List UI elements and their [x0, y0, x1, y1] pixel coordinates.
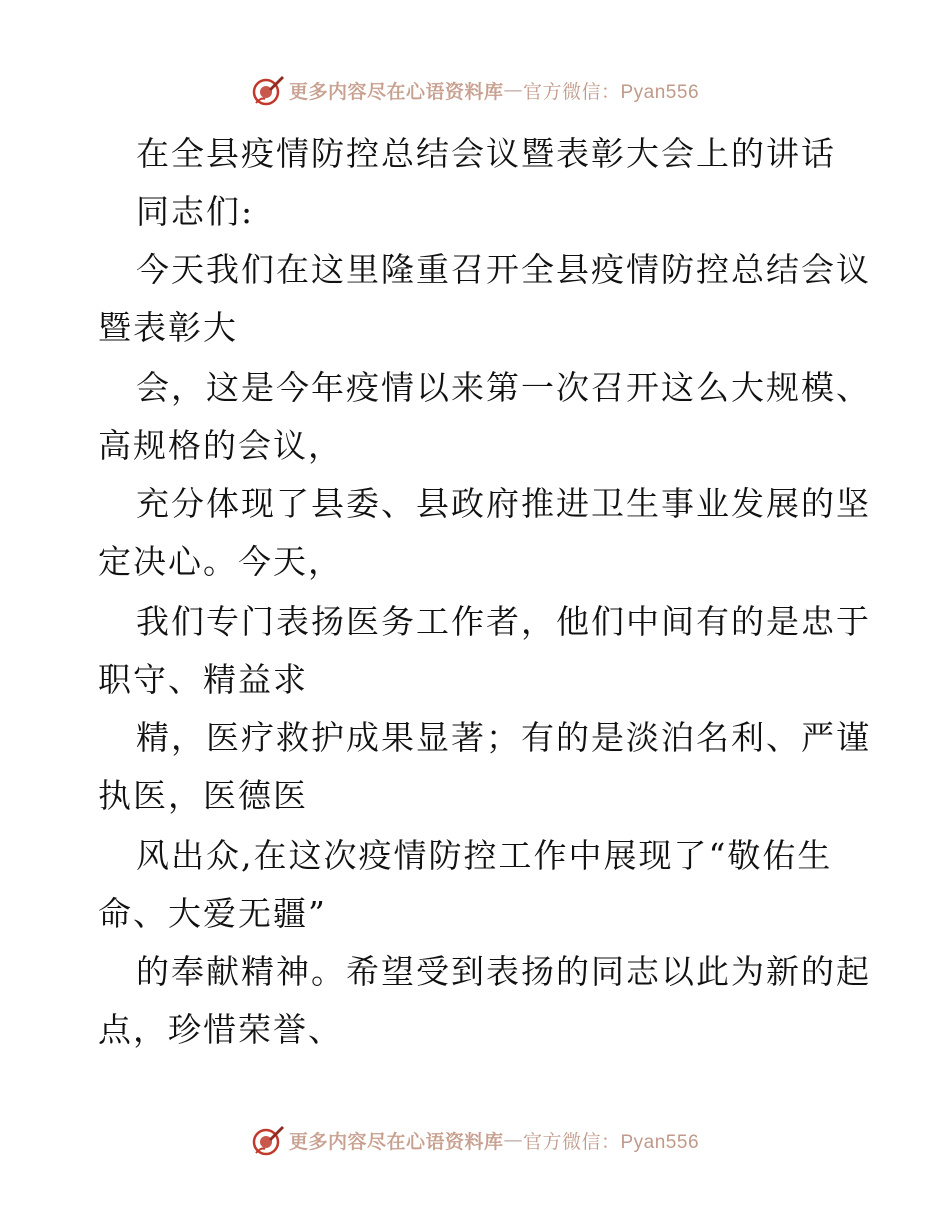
- paragraph-line: 高规格的会议，: [98, 426, 343, 465]
- watermark-account: 官方微信：Pyan556: [523, 81, 700, 103]
- pen-seal-icon: [251, 73, 285, 107]
- watermark-dash: —: [503, 1129, 523, 1151]
- paragraph-line: 充分体现了县委、县政府推进卫生事业发展的坚: [136, 484, 871, 523]
- paragraph-line: 精，医疗救护成果显著；有的是淡泊名利、严谨: [136, 718, 871, 757]
- paragraph-line: 今天我们在这里隆重召开全县疫情防控总结会议: [136, 250, 871, 289]
- watermark-account: 官方微信：Pyan556: [523, 1131, 700, 1153]
- salutation: 同志们:: [136, 192, 255, 231]
- paragraph-line: 定决心。今天，: [98, 542, 343, 581]
- paragraph-line: 职守、精益求: [98, 660, 308, 699]
- pen-seal-icon: [251, 1123, 285, 1157]
- paragraph-line: 点，珍惜荣誉、: [98, 1010, 343, 1049]
- header-watermark: [0, 70, 950, 110]
- paragraph-line: 命、大爱无疆”: [98, 894, 327, 933]
- paragraph-line: 我们专门表扬医务工作者，他们中间有的是忠于: [136, 602, 871, 641]
- watermark-brand: 更多内容尽在心语资料库: [288, 80, 504, 103]
- document-title: 在全县疫情防控总结会议暨表彰大会上的讲话: [136, 134, 836, 173]
- footer-watermark: [0, 1120, 950, 1160]
- paragraph-line: 暨表彰大: [98, 308, 238, 347]
- paragraph-line: 会，这是今年疫情以来第一次召开这么大规模、: [136, 368, 871, 407]
- watermark-dash: —: [503, 79, 523, 101]
- paragraph-line: 的奉献精神。希望受到表扬的同志以此为新的起: [136, 952, 871, 991]
- paragraph-line: 风出众,在这次疫情防控工作中展现了“敬佑生: [136, 836, 833, 875]
- watermark-brand: 更多内容尽在心语资料库: [288, 1130, 504, 1153]
- paragraph-line: 执医，医德医: [98, 776, 308, 815]
